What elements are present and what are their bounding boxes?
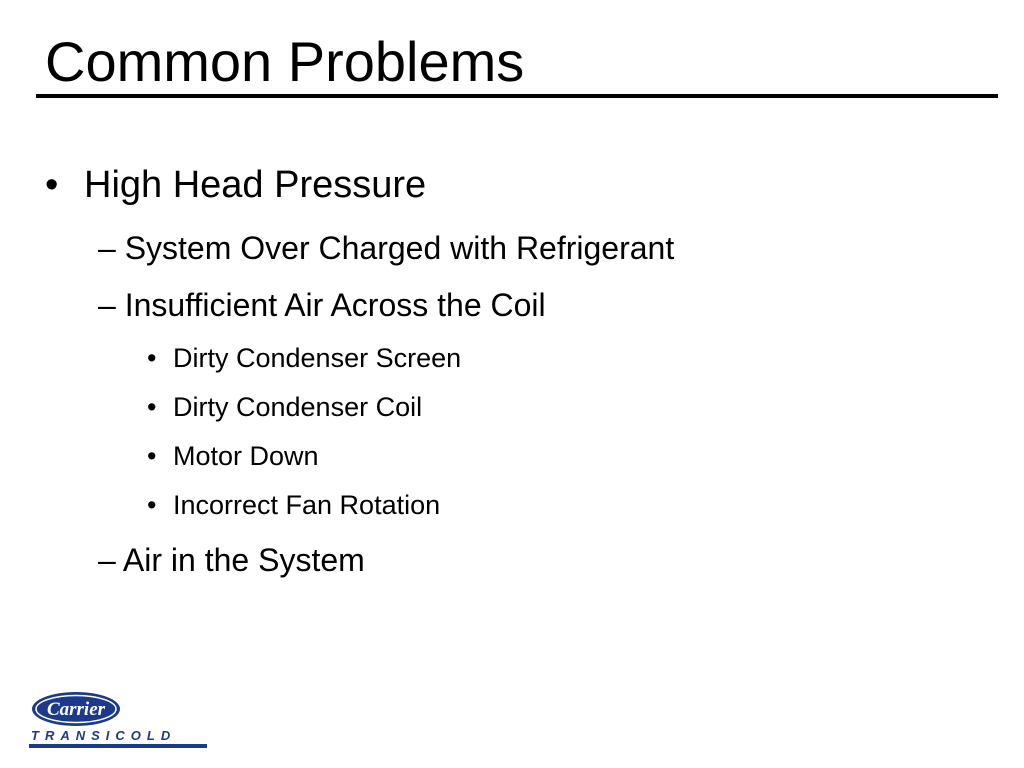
- carrier-transicold-logo: [29, 689, 207, 749]
- subitem-insufficient-air: [98, 286, 546, 324]
- bullet-marker: •: [147, 392, 157, 422]
- detail-text: Dirty Condenser Coil: [173, 392, 423, 422]
- subitem-system-over-charged: [98, 229, 674, 267]
- dash-marker: –: [98, 542, 116, 578]
- detail-text: Dirty Condenser Screen: [173, 343, 462, 373]
- logo-tagline-text: TRANSICOLD: [31, 728, 177, 743]
- subitem-air-in-system: [98, 541, 365, 579]
- bullet-marker: •: [147, 490, 157, 520]
- bullet-text: High Head Pressure: [84, 164, 427, 206]
- subitem-text: Insufficient Air Across the Coil: [124, 287, 546, 323]
- title-divider: [36, 94, 998, 98]
- slide-title: Common Problems: [45, 30, 525, 93]
- bullet-marker: •: [45, 164, 59, 206]
- logo-underline: [29, 744, 207, 748]
- detail-text: Motor Down: [173, 441, 319, 471]
- bullet-marker: •: [147, 343, 157, 373]
- detail-text: Incorrect Fan Rotation: [173, 490, 441, 520]
- logo-brand-text: Carrier: [46, 699, 106, 720]
- dash-marker: –: [98, 287, 116, 323]
- subitem-text: System Over Charged with Refrigerant: [124, 230, 675, 266]
- subitem-text: Air in the System: [122, 542, 365, 578]
- bullet-marker: •: [147, 441, 157, 471]
- dash-marker: –: [98, 230, 116, 266]
